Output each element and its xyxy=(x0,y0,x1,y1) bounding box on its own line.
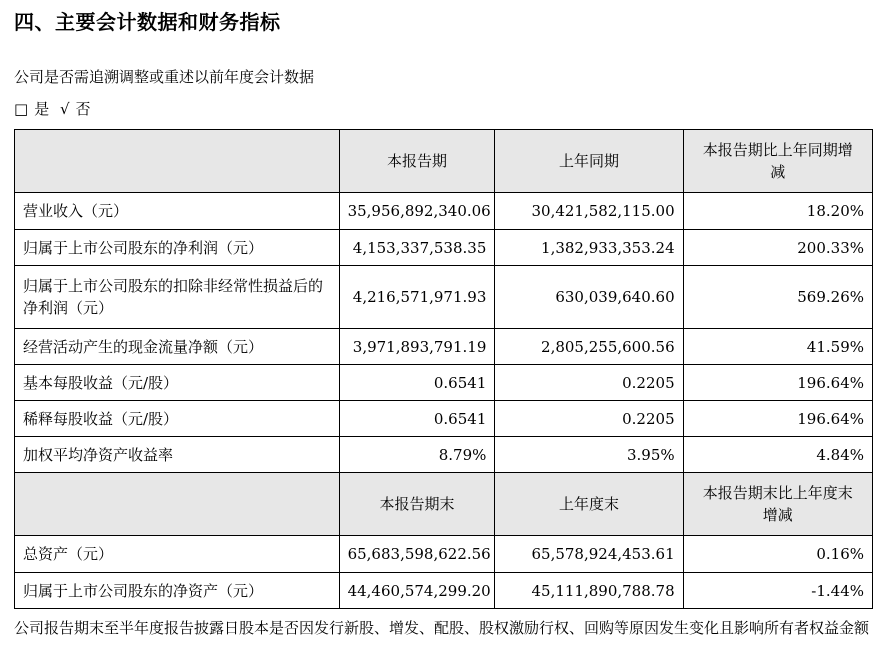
cell-value: 4,216,571,971.93 xyxy=(339,266,495,329)
row-label: 归属于上市公司股东的净资产（元） xyxy=(15,573,340,609)
header-cell: 本报告期末比上年度末增减 xyxy=(683,473,872,536)
cell-value: 35,956,892,340.06 xyxy=(339,193,495,230)
header-cell: 本报告期末 xyxy=(339,473,495,536)
share-capital-note: 公司报告期末至半年度报告披露日股本是否因发行新股、增发、配股、股权激励行权、回购等原因发生变化且影响所有者权益金额 xyxy=(14,619,870,637)
row-label: 营业收入（元） xyxy=(15,193,340,230)
yes-label: 是 xyxy=(34,100,50,118)
cell-value: 0.6541 xyxy=(339,401,495,437)
no-label: 否 xyxy=(75,100,91,118)
table-row xyxy=(15,230,873,266)
cell-value: 0.16% xyxy=(683,536,872,573)
table-row xyxy=(15,266,873,329)
row-label: 加权平均净资产收益率 xyxy=(15,437,340,473)
row-label: 稀释每股收益（元/股） xyxy=(15,401,340,437)
cell-value: 0.2205 xyxy=(495,401,683,437)
row-label: 归属于上市公司股东的扣除非经常性损益后的净利润（元） xyxy=(15,266,340,329)
header-cell: 本报告期比上年同期增减 xyxy=(683,130,872,193)
table-row xyxy=(15,437,873,473)
header-cell: 上年同期 xyxy=(495,130,683,193)
restatement-answer xyxy=(14,98,97,120)
cell-value: 200.33% xyxy=(683,230,872,266)
cell-value: 630,039,640.60 xyxy=(495,266,683,329)
table-header-row xyxy=(15,473,873,536)
section-heading: 四、主要会计数据和财务指标 xyxy=(14,10,281,34)
cell-value: 65,578,924,453.61 xyxy=(495,536,683,573)
table-row xyxy=(15,536,873,573)
row-label: 总资产（元） xyxy=(15,536,340,573)
table-row xyxy=(15,365,873,401)
cell-value: 3.95% xyxy=(495,437,683,473)
cell-value: 4,153,337,538.35 xyxy=(339,230,495,266)
cell-value: 0.2205 xyxy=(495,365,683,401)
row-label: 归属于上市公司股东的净利润（元） xyxy=(15,230,340,266)
financial-indicators-table xyxy=(14,129,873,609)
row-label: 经营活动产生的现金流量净额（元） xyxy=(15,329,340,365)
table-row xyxy=(15,329,873,365)
cell-value: 0.6541 xyxy=(339,365,495,401)
cell-value: 65,683,598,622.56 xyxy=(339,536,495,573)
restatement-question: 公司是否需追溯调整或重述以前年度会计数据 xyxy=(14,68,315,86)
cell-value: 2,805,255,600.56 xyxy=(495,329,683,365)
cell-value: 196.64% xyxy=(683,401,872,437)
cell-value: 45,111,890,788.78 xyxy=(495,573,683,609)
no-check-mark: √ xyxy=(59,100,70,118)
cell-value: 41.59% xyxy=(683,329,872,365)
table-row xyxy=(15,401,873,437)
header-cell: 本报告期 xyxy=(339,130,495,193)
cell-value: 18.20% xyxy=(683,193,872,230)
header-cell xyxy=(15,473,340,536)
header-cell: 上年度末 xyxy=(495,473,683,536)
cell-value: 8.79% xyxy=(339,437,495,473)
cell-value: 3,971,893,791.19 xyxy=(339,329,495,365)
cell-value: 44,460,574,299.20 xyxy=(339,573,495,609)
cell-value: 1,382,933,353.24 xyxy=(495,230,683,266)
cell-value: 196.64% xyxy=(683,365,872,401)
table-header-row xyxy=(15,130,873,193)
cell-value: 30,421,582,115.00 xyxy=(495,193,683,230)
yes-checkbox: □ xyxy=(14,100,29,118)
cell-value: -1.44% xyxy=(683,573,872,609)
cell-value: 4.84% xyxy=(683,437,872,473)
cell-value: 569.26% xyxy=(683,266,872,329)
header-cell xyxy=(15,130,340,193)
table-row xyxy=(15,573,873,609)
row-label: 基本每股收益（元/股） xyxy=(15,365,340,401)
table-row xyxy=(15,193,873,230)
